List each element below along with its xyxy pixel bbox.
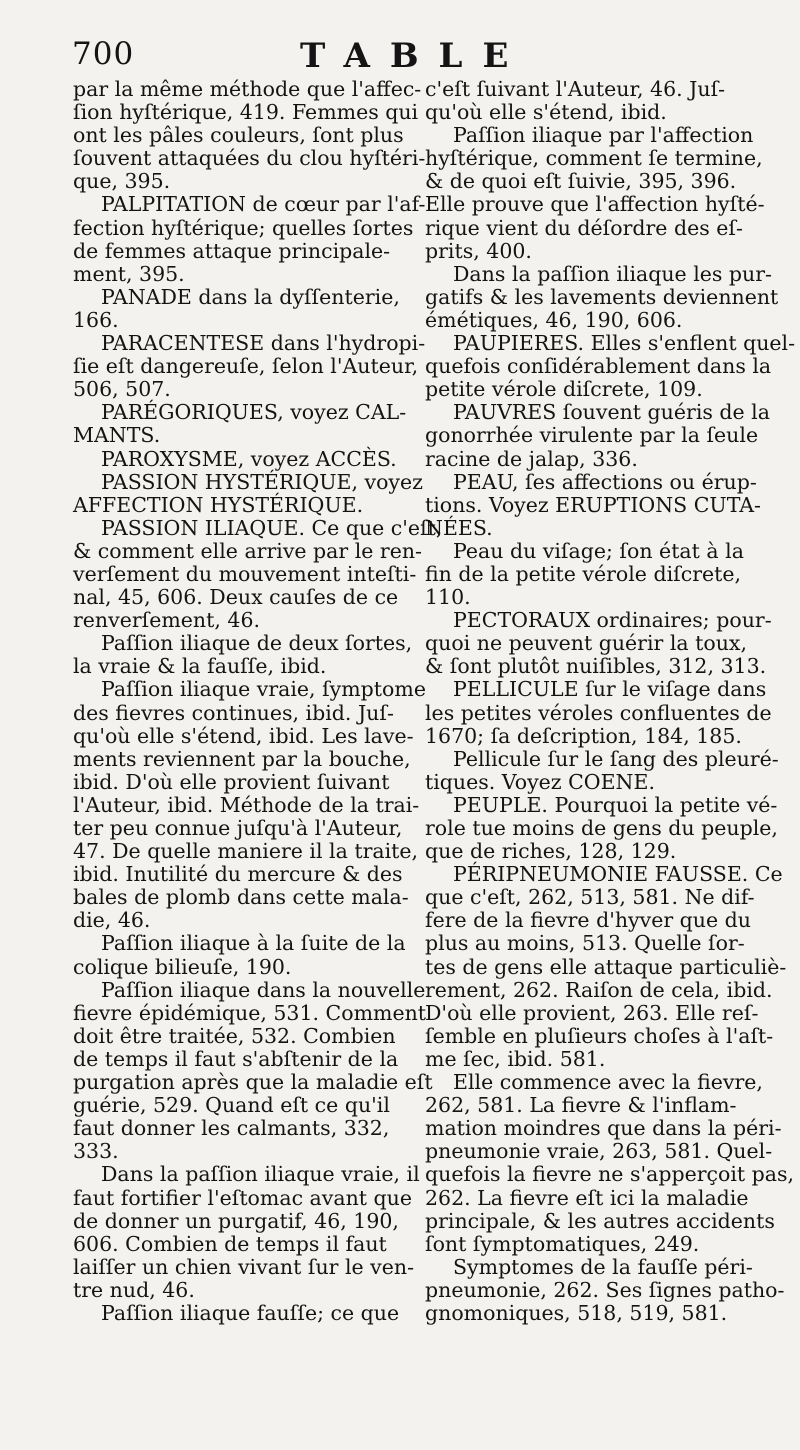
- text-line: Paſſion iliaque de deux ſortes,: [101, 631, 413, 656]
- text-line: fievre épidémique, 531. Comment: [73, 1000, 427, 1025]
- text-line: prits, 400.: [425, 238, 532, 263]
- text-line: ment, 395.: [73, 261, 185, 286]
- text-line: nal, 45, 606. Deux cauſes de ce: [73, 585, 399, 610]
- text-line: ſion hyſtérique, 419. Femmes qui: [73, 100, 419, 125]
- text-line: des fievres continues, ibid. Juſ-: [73, 700, 394, 725]
- text-line: quefois conſidérablement dans la: [425, 354, 772, 379]
- text-line: PAUPIERES. Elles s'enflent quel-: [453, 331, 796, 356]
- text-line: tions. Voyez ERUPTIONS CUTA-: [425, 492, 761, 517]
- text-line: PARACENTESE dans l'hydropi-: [101, 331, 426, 356]
- text-line: & ſont plutôt nuiſibles, 312, 313.: [425, 654, 767, 679]
- text-line: PASSION ILIAQUE. Ce que c'eſt,: [101, 515, 443, 540]
- text-line: Paſſion iliaque dans la nouvelle: [101, 977, 426, 1002]
- text-line: que de riches, 128, 129.: [425, 839, 677, 864]
- text-line: purgation après que la maladie eſt: [73, 1070, 433, 1095]
- text-line: me ſec, ibid. 581.: [425, 1046, 606, 1071]
- text-line: Peau du viſage; ſon état à la: [453, 538, 744, 563]
- text-line: ibid. Inutilité du mercure & des: [73, 862, 403, 887]
- text-line: 1670; ſa deſcription, 184, 185.: [425, 723, 742, 748]
- text-line: quefois la fievre ne s'apperçoit pas,: [425, 1162, 795, 1187]
- text-line: faut fortifier l'eſtomac avant que: [73, 1185, 413, 1210]
- text-line: renverſement, 46.: [73, 608, 261, 633]
- text-line: role tue moins de gens du peuple,: [425, 816, 778, 840]
- text-line: c'eſt ſuivant l'Auteur, 46. Juſ-: [425, 77, 726, 101]
- text-line: 262. La fievre eſt ici la maladie: [425, 1185, 749, 1210]
- text-line: Elle commence avec la fievre,: [453, 1070, 763, 1095]
- text-line: Dans la paſſion iliaque vraie, il: [101, 1162, 420, 1187]
- text-line: la vraie & la fauſſe, ibid.: [73, 654, 327, 679]
- text-line: 47. De quelle maniere il la traite,: [73, 839, 419, 864]
- text-line: de femmes attaque principale-: [73, 238, 391, 263]
- text-line: tiques. Voyez COENE.: [425, 769, 655, 794]
- text-line: gatifs & les lavements deviennent: [425, 284, 779, 309]
- page-number: 700: [72, 36, 135, 72]
- text-line: PEUPLE. Pourquoi la petite vé-: [453, 792, 778, 817]
- text-line: Dans la paſſion iliaque les pur-: [453, 261, 772, 286]
- text-line: AFFECTION HYSTÉRIQUE.: [73, 492, 364, 517]
- text-line: qu'où elle s'étend, ibid.: [425, 100, 667, 125]
- text-line: faut donner les calmants, 332,: [73, 1116, 390, 1141]
- right-column: [425, 77, 796, 1325]
- text-line: plus au moins, 513. Quelle ſor-: [425, 931, 745, 956]
- text-line: Paſſion iliaque fauſſe; ce que: [101, 1300, 400, 1325]
- text-line: PARÉGORIQUES, voyez CAL-: [101, 400, 407, 425]
- text-line: PEAU, ſes affections ou érup-: [453, 469, 757, 494]
- text-line: 110.: [425, 585, 471, 610]
- text-line: fection hyſtérique; quelles ſortes: [73, 215, 414, 240]
- text-line: gnomoniques, 518, 519, 581.: [425, 1300, 728, 1325]
- text-line: pneumonie, 262. Ses ſignes patho-: [425, 1277, 785, 1302]
- text-line: ments reviennent par la bouche,: [73, 746, 411, 771]
- text-line: émétiques, 46, 190, 606.: [425, 307, 683, 332]
- text-line: de temps il faut s'abſtenir de la: [73, 1046, 399, 1071]
- text-line: quoi ne peuvent guérir la toux,: [425, 631, 748, 656]
- text-line: PANADE dans la dyſſenterie,: [101, 284, 400, 309]
- text-line: ont les pâles couleurs, ſont plus: [73, 123, 404, 148]
- text-line: Pellicule ſur le ſang des pleuré-: [453, 746, 779, 771]
- text-line: PÉRIPNEUMONIE FAUSSE. Ce: [453, 862, 783, 887]
- text-line: mation moindres que dans la péri-: [425, 1116, 782, 1141]
- text-line: ſouvent attaquées du clou hyſtéri-: [73, 146, 426, 171]
- text-line: tes de gens elle attaque particuliè-: [425, 954, 787, 979]
- text-line: principale, & les autres accidents: [425, 1208, 775, 1233]
- text-line: 333.: [73, 1139, 119, 1164]
- text-line: Elle prouve que l'affection hyſté-: [425, 192, 765, 217]
- text-line: Paſſion iliaque à la ſuite de la: [101, 931, 406, 956]
- text-line: 262, 581. La fievre & l'inflam-: [425, 1093, 737, 1118]
- text-line: tre nud, 46.: [73, 1277, 195, 1302]
- text-line: ſont ſymptomatiques, 249.: [425, 1231, 700, 1256]
- text-line: bales de plomb dans cette mala-: [73, 885, 409, 910]
- text-line: fin de la petite vérole diſcrete,: [425, 561, 742, 586]
- text-line: rique vient du déſordre des eſ-: [425, 215, 743, 240]
- text-line: laiſſer un chien vivant ſur le ven-: [73, 1254, 415, 1279]
- text-line: Paſſion iliaque par l'affection: [453, 123, 754, 148]
- text-line: pneumonie vraie, 263, 581. Quel-: [425, 1139, 773, 1164]
- text-line: PAUVRES ſouvent guéris de la: [453, 400, 770, 425]
- text-line: par la même méthode que l'affec-: [73, 77, 422, 101]
- text-line: ter peu connue juſqu'à l'Auteur,: [73, 816, 403, 840]
- text-line: Paſſion iliaque vraie, ſymptome: [101, 677, 426, 702]
- text-line: colique bilieuſe, 190.: [73, 954, 292, 979]
- text-line: qu'où elle s'étend, ibid. Les lave-: [73, 723, 414, 748]
- text-line: die, 46.: [73, 908, 151, 933]
- left-column: [73, 77, 443, 1325]
- text-line: PASSION HYSTÉRIQUE, voyez: [101, 469, 423, 494]
- text-line: D'où elle provient, 263. Elle reſ-: [425, 1000, 759, 1025]
- text-line: de donner un purgatif, 46, 190,: [73, 1208, 399, 1233]
- text-line: 606. Combien de temps il faut: [73, 1231, 387, 1256]
- text-line: l'Auteur, ibid. Méthode de la trai-: [73, 792, 420, 817]
- running-title: TABLE: [300, 36, 529, 76]
- text-line: que c'eſt, 262, 513, 581. Ne dif-: [425, 885, 755, 910]
- text-line: verſement du mouvement inteſti-: [73, 561, 417, 586]
- text-line: ſie eſt dangereuſe, ſelon l'Auteur,: [73, 354, 419, 379]
- text-line: ibid. D'où elle provient ſuivant: [73, 769, 390, 794]
- text-line: ſemble en pluſieurs choſes à l'aſt-: [425, 1023, 774, 1048]
- text-line: & de quoi eſt ſuivie, 395, 396.: [425, 169, 737, 194]
- text-line: PALPITATION de cœur par l'af-: [101, 192, 426, 217]
- text-line: hyſtérique, comment ſe termine,: [425, 146, 763, 171]
- text-line: PAROXYSME, voyez ACCÈS.: [101, 446, 397, 471]
- text-line: NÉES.: [425, 515, 493, 540]
- text-line: rement, 262. Raiſon de cela, ibid.: [425, 977, 773, 1002]
- text-line: doit être traitée, 532. Combien: [73, 1023, 396, 1048]
- text-line: les petites véroles confluentes de: [425, 700, 772, 725]
- text-line: guérie, 529. Quand eſt ce qu'il: [73, 1093, 390, 1118]
- text-line: PECTORAUX ordinaires; pour-: [453, 608, 772, 633]
- text-line: gonorrhée virulente par la ſeule: [425, 423, 759, 448]
- text-line: MANTS.: [73, 423, 161, 448]
- text-line: PELLICULE ſur le viſage dans: [453, 677, 767, 702]
- text-line: racine de jalap, 336.: [425, 446, 638, 471]
- text-line: 166.: [73, 307, 119, 332]
- text-line: & comment elle arrive par le ren-: [73, 538, 422, 563]
- text-line: 506, 507.: [73, 377, 171, 402]
- text-line: fere de la fievre d'hyver que du: [425, 908, 751, 933]
- text-line: petite vérole diſcrete, 109.: [425, 377, 703, 402]
- text-line: Symptomes de la fauſſe péri-: [453, 1254, 753, 1279]
- text-line: que, 395.: [73, 169, 171, 194]
